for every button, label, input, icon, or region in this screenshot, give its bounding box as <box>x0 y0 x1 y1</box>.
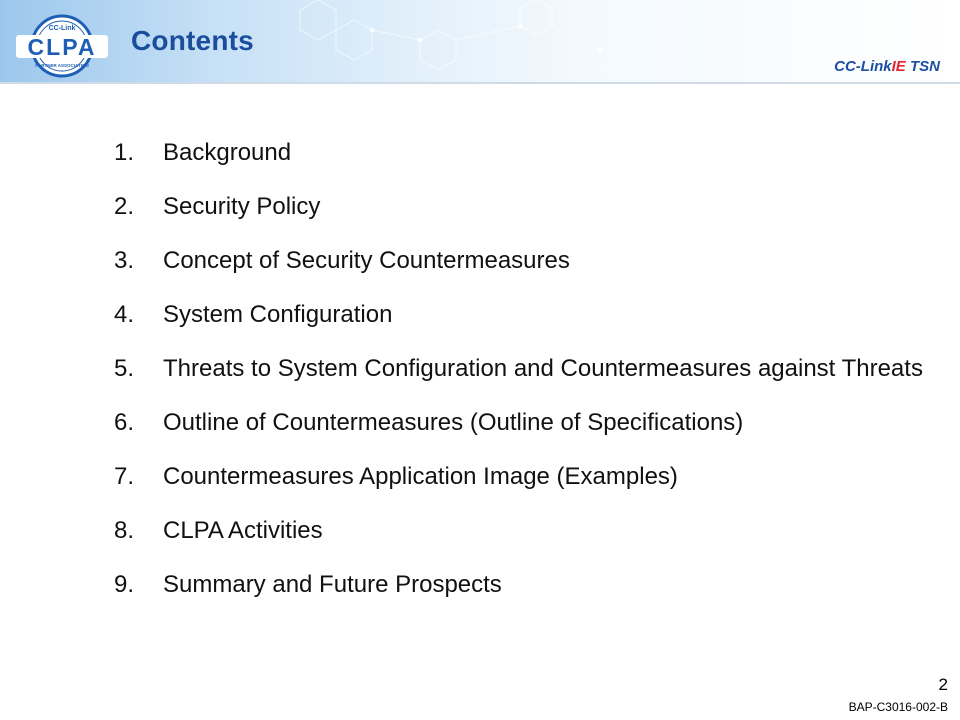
svg-text:CC-Link: CC-Link <box>48 25 76 32</box>
item-text: Concept of Security Countermeasures <box>163 247 570 274</box>
item-number: 7. <box>114 463 135 490</box>
header-divider <box>0 82 960 84</box>
item-text: System Configuration <box>163 301 393 328</box>
contents-list <box>114 137 934 623</box>
item-text: Outline of Countermeasures (Outline of Specifications) <box>163 409 744 436</box>
contents-item <box>114 191 934 223</box>
page-number: 2 <box>938 675 948 694</box>
item-text: Threats to System Configuration and Countermeasures against Threats <box>163 355 923 382</box>
contents-item <box>114 299 934 331</box>
document-code: BAP-C3016-002-B <box>848 700 948 714</box>
svg-text:CLPA: CLPA <box>27 34 97 60</box>
item-number: 9. <box>114 571 135 598</box>
item-number: 6. <box>114 409 135 436</box>
item-text: Background <box>163 139 292 166</box>
clpa-logo <box>14 14 110 78</box>
contents-item <box>114 137 934 169</box>
item-number: 3. <box>114 247 135 274</box>
contents-item <box>114 569 934 601</box>
item-number: 4. <box>114 301 135 328</box>
item-text: Summary and Future Prospects <box>163 571 502 598</box>
item-number: 1. <box>114 139 135 166</box>
slide-title: Contents <box>131 25 254 56</box>
item-number: 2. <box>114 193 135 220</box>
item-number: 5. <box>114 355 135 382</box>
contents-item <box>114 515 934 547</box>
item-text: Security Policy <box>163 193 321 220</box>
item-text: Countermeasures Application Image (Examples) <box>163 463 678 490</box>
contents-item <box>114 353 934 385</box>
item-text: CLPA Activities <box>163 517 323 544</box>
contents-item <box>114 245 934 277</box>
svg-text:PARTNER ASSOCIATION: PARTNER ASSOCIATION <box>35 63 89 68</box>
contents-item <box>114 461 934 493</box>
cc-link-ie-tsn-logo: CC-LinkIE TSN <box>834 58 940 75</box>
contents-item <box>114 407 934 439</box>
item-number: 8. <box>114 517 135 544</box>
